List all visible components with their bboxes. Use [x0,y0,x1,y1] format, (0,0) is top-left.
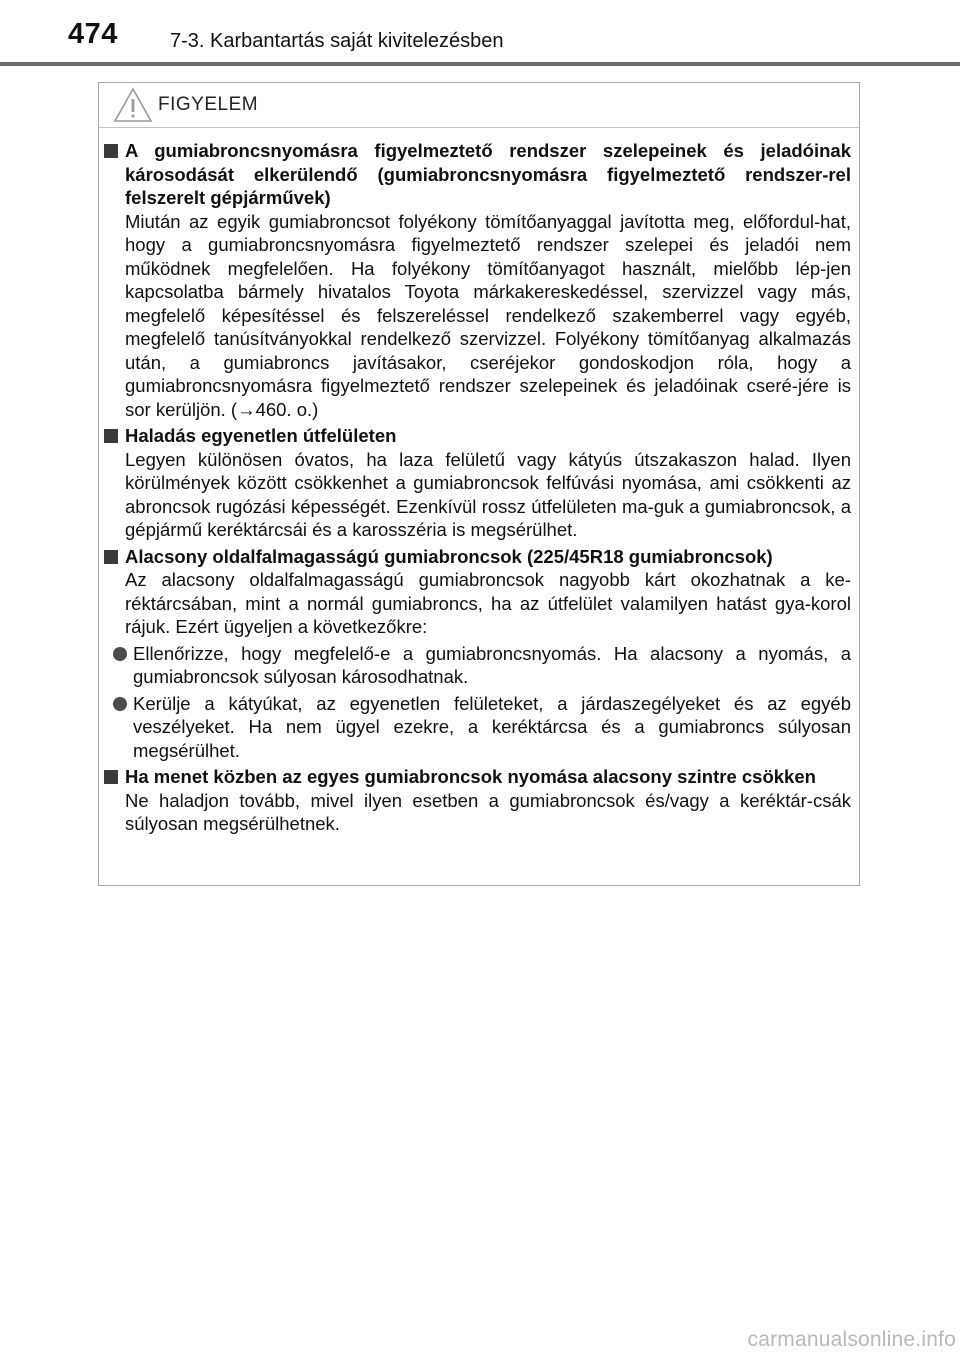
list-item-text: Kerülje a kátyúkat, az egyenetlen felületeket, a járdaszegélyeket és az egyéb veszélyeket. Ha nem ügyel ezekre, a keréktárcsa és a gumiabroncs súlyosan megsérülhet. [133,692,851,761]
round-bullet-icon [113,647,127,661]
section-heading [125,139,851,210]
round-bullet-icon [113,697,127,711]
section-heading-text: A gumiabroncsnyomásra figyelmeztető rendszer szelepeinek és jeladóinak károsodását elkerülendő (gumiabroncsnyomásra figyelmeztető rendszer-rel felszerelt gépjárművek) [125,140,851,208]
page-number: 474 [68,18,118,50]
header-rule [0,62,960,66]
warning-header [99,83,859,128]
section-heading [125,424,851,448]
warning-content [99,139,859,839]
section-body: Ne haladjon tovább, mivel ilyen esetben a gumiabroncsok és/vagy a keréktár-csák súlyosan megsérülhetnek. [125,789,851,834]
section-heading [125,765,851,789]
section-heading-text: Alacsony oldalfalmagasságú gumiabroncsok (225/45R18 gumiabroncsok) [125,545,773,567]
square-bullet-icon [104,144,118,158]
warning-section-pressure-drop [99,765,859,836]
section-body: Miután az egyik gumiabroncsot folyékony tömítőanyaggal javította meg, előfordul-hat, hogy a gumiabroncsnyomásra figyelmeztető rendszer szelepei és jeladói nem működnek megfelelően. Ha folyékony tömítőanyagot használt, mielőbb lép-jen kapcsolatba bármely hivatalos Toyota márkakereskedéssel, szervizzel vagy más, megfelelő képesítéssel és felszereléssel rendelkező szakemberrel vagy egyéb, megfelelő tanúsítványokkal rendelkező szervizzel. Folyékony tömítőanyag alkalmazás után, a gumiabroncs javításakor, cseréjekor gondoskodjon róla, hogy a gumiabroncsnyomásra figyelmeztető rendszer szelepeinek és jeladóinak cseré-jére is sor kerüljön. (→460. o.) [125,210,851,420]
list-item [133,692,851,763]
section-heading-text: Ha menet közben az egyes gumiabroncsok nyomása alacsony szintre csökken [125,766,816,787]
watermark: carmanualsonline.info [747,1328,956,1351]
section-body: Legyen különösen óvatos, ha laza felületű vagy kátyús útszakaszon halad. Ilyen körülmények között csökkenhet a gumiabroncsok felfúvási nyomása, ami csökkenti az abroncsok rugózási képességét. Ezenkívül rossz útfelületen ma-guk a gumiabroncsok, a gépjármű keréktárcsái és a karosszéria is megsérülhet. [125,448,851,540]
list-item [133,642,851,689]
square-bullet-icon [104,770,118,784]
warning-box [98,82,860,886]
page-header [0,0,960,66]
section-body: Az alacsony oldalfalmagasságú gumiabroncsok nagyobb kárt okozhatnak a ke-réktárcsában, mint a normál gumiabroncs, ha az útfelület valamilyen hatást gya-korol rájuk. Ezért ügyeljen a következőkre: [125,569,851,637]
warning-triangle-icon [113,87,153,123]
warning-section-low-profile-tires [99,545,859,763]
square-bullet-icon [104,429,118,443]
warning-section-tpms [99,139,859,421]
list-item-text: Ellenőrizze, hogy megfelelő-e a gumiabroncsnyomás. Ha alacsony a nyomás, a gumiabroncsok súlyosan károsodhatnak. [133,642,851,687]
section-heading-text: Haladás egyenetlen útfelületen [125,425,397,446]
section-heading [125,545,851,569]
warning-section-uneven-road [99,424,859,542]
warning-label: FIGYELEM [158,94,259,115]
square-bullet-icon [104,550,118,564]
section-title: 7-3. Karbantartás saját kivitelezésben [170,30,504,52]
